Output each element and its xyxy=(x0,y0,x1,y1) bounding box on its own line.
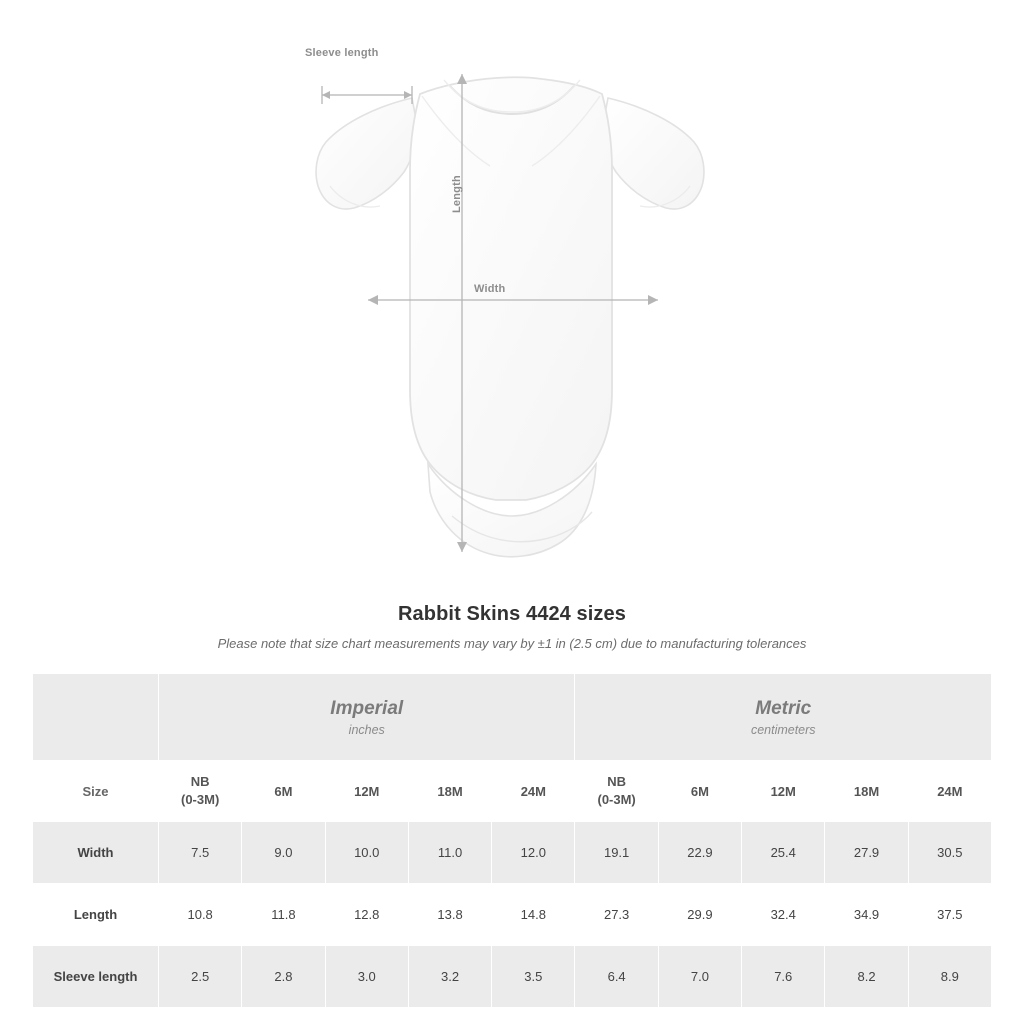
length-label: Length xyxy=(451,175,463,213)
header-col-9: 24M xyxy=(908,761,991,822)
cell-sleeve-1: 2.8 xyxy=(242,946,325,1008)
header-col-5-line1: NB xyxy=(607,774,627,790)
header-col-3: 18M xyxy=(408,761,491,822)
width-label: Width xyxy=(474,283,506,295)
header-col-2: 12M xyxy=(325,761,408,822)
corner-cell xyxy=(33,674,159,761)
header-col-5 xyxy=(575,761,658,822)
bodysuit-graphic xyxy=(300,60,720,560)
header-col-0-line1: NB xyxy=(190,774,210,790)
header-col-8: 18M xyxy=(825,761,908,822)
cell-width-4: 12.0 xyxy=(492,822,575,884)
header-col-0 xyxy=(159,761,242,822)
cell-width-8: 27.9 xyxy=(825,822,908,884)
cell-sleeve-6: 7.0 xyxy=(658,946,741,1008)
cell-length-7: 32.4 xyxy=(742,884,825,946)
page-title: Rabbit Skins 4424 sizes xyxy=(398,603,626,625)
bodysuit-svg xyxy=(300,60,720,560)
cell-length-6: 29.9 xyxy=(658,884,741,946)
header-size: Size xyxy=(33,761,159,822)
row-label-length: Length xyxy=(33,884,159,946)
header-col-1: 6M xyxy=(242,761,325,822)
cell-sleeve-2: 3.0 xyxy=(325,946,408,1008)
table-row xyxy=(33,884,992,946)
cell-length-4: 14.8 xyxy=(492,884,575,946)
cell-length-3: 13.8 xyxy=(408,884,491,946)
cell-length-1: 11.8 xyxy=(242,884,325,946)
cell-sleeve-9: 8.9 xyxy=(908,946,991,1008)
column-header-row xyxy=(33,761,992,822)
cell-length-0: 10.8 xyxy=(159,884,242,946)
unit-header-imperial xyxy=(159,674,575,761)
unit-sub-metric: centimeters xyxy=(750,722,816,737)
cell-sleeve-3: 3.2 xyxy=(408,946,491,1008)
cell-sleeve-5: 6.4 xyxy=(575,946,658,1008)
unit-name-imperial: Imperial xyxy=(330,698,404,720)
unit-name-metric: Metric xyxy=(755,698,812,720)
header-col-5-line2: (0-3M) xyxy=(597,792,636,807)
table-row xyxy=(33,822,992,884)
tolerance-note: Please note that size chart measurements may vary by ±1 in (2.5 cm) due to manufacturing tolerances xyxy=(217,636,807,651)
size-chart-table-wrap xyxy=(32,673,992,1008)
unit-sub-imperial: inches xyxy=(348,722,385,737)
header-col-6: 6M xyxy=(658,761,741,822)
row-label-sleeve-length: Sleeve length xyxy=(33,946,159,1008)
cell-sleeve-8: 8.2 xyxy=(825,946,908,1008)
header-col-0-line2: (0-3M) xyxy=(181,792,220,807)
cell-width-0: 7.5 xyxy=(159,822,242,884)
table-row xyxy=(33,946,992,1008)
cell-width-2: 10.0 xyxy=(325,822,408,884)
units-row xyxy=(33,674,992,761)
cell-width-5: 19.1 xyxy=(575,822,658,884)
cell-sleeve-4: 3.5 xyxy=(492,946,575,1008)
row-label-width: Width xyxy=(33,822,159,884)
cell-sleeve-0: 2.5 xyxy=(159,946,242,1008)
cell-width-3: 11.0 xyxy=(408,822,491,884)
size-chart-table xyxy=(32,673,992,1008)
header-col-7: 12M xyxy=(742,761,825,822)
cell-width-9: 30.5 xyxy=(908,822,991,884)
cell-length-8: 34.9 xyxy=(825,884,908,946)
header-col-4: 24M xyxy=(492,761,575,822)
cell-width-1: 9.0 xyxy=(242,822,325,884)
title-block xyxy=(0,603,1024,651)
cell-length-9: 37.5 xyxy=(908,884,991,946)
unit-header-metric xyxy=(575,674,992,761)
cell-width-6: 22.9 xyxy=(658,822,741,884)
cell-sleeve-7: 7.6 xyxy=(742,946,825,1008)
cell-length-2: 12.8 xyxy=(325,884,408,946)
sleeve-length-label: Sleeve length xyxy=(305,47,379,59)
cell-length-5: 27.3 xyxy=(575,884,658,946)
cell-width-7: 25.4 xyxy=(742,822,825,884)
